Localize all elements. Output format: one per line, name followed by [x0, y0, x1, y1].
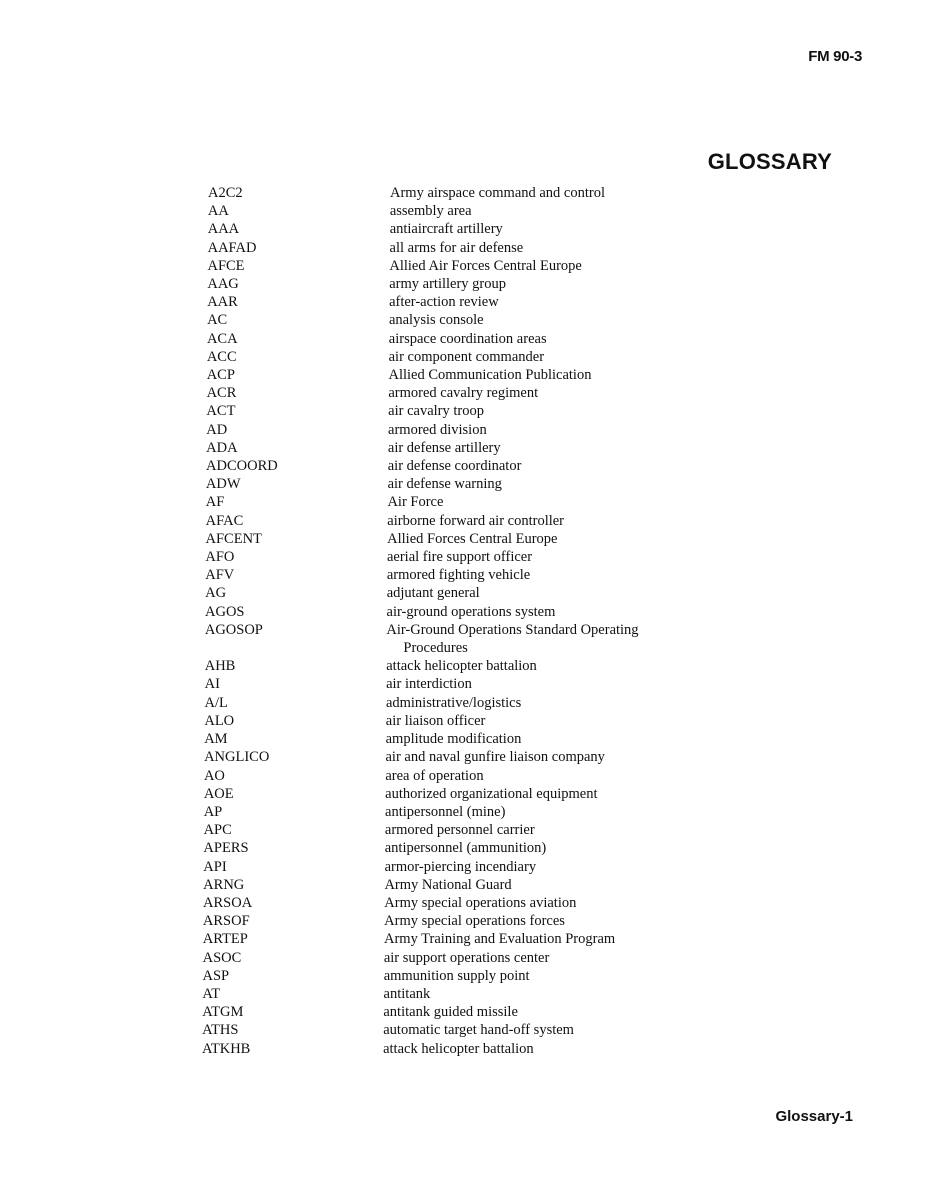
glossary-definition [385, 858, 685, 876]
glossary-definition [384, 876, 684, 894]
glossary-definition [383, 1040, 683, 1058]
glossary-entry [0, 220, 930, 238]
glossary-definition-text: Air-Ground Operations Standard Operating [386, 621, 639, 638]
glossary-term: ACT [206, 403, 236, 420]
glossary-term: ADW [205, 476, 241, 493]
glossary-definition [390, 202, 690, 220]
glossary-definition-text: air and naval gunfire liaison company [385, 749, 605, 766]
glossary-definition-text: Allied Air Forces Central Europe [389, 257, 582, 274]
glossary-term: ACP [206, 367, 235, 384]
glossary-definition [388, 402, 688, 420]
glossary-definition [389, 257, 689, 275]
glossary-entry [0, 239, 930, 257]
glossary-definition [389, 275, 689, 293]
glossary-term: AD [206, 421, 228, 438]
glossary-term: ARSOF [202, 913, 250, 930]
glossary-entry [0, 348, 930, 366]
glossary-definition-text: authorized organizational equipment [385, 785, 598, 802]
glossary-entry [0, 184, 930, 202]
glossary-entry [0, 493, 930, 511]
glossary-term: ALO [204, 712, 235, 729]
glossary-definition [384, 894, 684, 912]
glossary-term: AAR [207, 294, 238, 311]
glossary-term: A2C2 [208, 185, 243, 201]
glossary-definition [387, 512, 687, 530]
glossary-term: AFCE [207, 257, 245, 274]
glossary-definition [387, 548, 687, 566]
glossary-definition-text: ammunition supply point [383, 967, 530, 984]
glossary-term: AAFAD [207, 239, 257, 256]
glossary-definition-continuation: Procedures [403, 640, 468, 657]
glossary-definition [386, 621, 686, 657]
glossary-entry [0, 293, 930, 311]
glossary-definition [386, 657, 686, 675]
glossary-definition-text: armored personnel carrier [384, 822, 535, 839]
glossary-definition-text: air component commander [388, 348, 545, 365]
header-document-code: FM 90-3 [808, 48, 862, 65]
glossary-entry [0, 785, 930, 803]
glossary-term: AT [202, 985, 221, 1002]
glossary-entry [0, 912, 930, 930]
glossary-entry [0, 876, 930, 894]
glossary-entry [0, 311, 930, 329]
glossary-term: AHB [204, 658, 236, 675]
glossary-entry [0, 930, 930, 948]
glossary-term: APC [203, 822, 232, 839]
glossary-entry [0, 584, 930, 602]
glossary-entry [0, 821, 930, 839]
glossary-term: ANGLICO [204, 749, 270, 766]
glossary-definition [390, 239, 690, 257]
glossary-entry [0, 839, 930, 857]
glossary-term: ADA [206, 439, 238, 456]
glossary-definition [388, 421, 688, 439]
glossary-entry [0, 803, 930, 821]
glossary-definition-text: air defense artillery [387, 439, 501, 456]
glossary-definition-text: Allied Forces Central Europe [387, 530, 558, 547]
glossary-term: AA [207, 203, 229, 220]
glossary-term: ASP [202, 967, 230, 984]
glossary-entry [0, 384, 930, 402]
glossary-definition-text: antiaircraft artillery [389, 221, 503, 238]
glossary-definition-text: army artillery group [389, 276, 506, 293]
glossary-entry [0, 202, 930, 220]
glossary-term: ARNG [203, 876, 245, 893]
glossary-entry [0, 257, 930, 275]
glossary-list [0, 184, 930, 1058]
glossary-definition-text: Army Training and Evaluation Program [383, 931, 616, 948]
glossary-term: ACR [206, 385, 237, 402]
glossary-definition [390, 184, 690, 202]
glossary-entry [0, 767, 930, 785]
glossary-definition [388, 384, 688, 402]
glossary-definition [389, 330, 689, 348]
glossary-entry [0, 985, 930, 1003]
glossary-entry [0, 402, 930, 420]
glossary-definition-text: Allied Communication Publication [388, 367, 592, 384]
glossary-term: ACA [206, 330, 238, 347]
glossary-definition-text: antipersonnel (mine) [385, 803, 506, 820]
glossary-definition [384, 985, 684, 1003]
glossary-entry [0, 475, 930, 493]
glossary-entry [0, 657, 930, 675]
glossary-definition [385, 821, 685, 839]
glossary-definition-text: aerial fire support officer [386, 549, 533, 566]
glossary-entry [0, 1003, 930, 1021]
glossary-entry [0, 275, 930, 293]
glossary-entry [0, 1040, 930, 1058]
glossary-definition-text: Army airspace command and control [390, 185, 606, 201]
glossary-definition [384, 912, 684, 930]
glossary-entry [0, 603, 930, 621]
glossary-definition [388, 439, 688, 457]
glossary-entry [0, 512, 930, 530]
glossary-definition-text: airborne forward air controller [387, 512, 565, 529]
glossary-entry [0, 675, 930, 693]
glossary-definition-text: airspace coordination areas [388, 330, 547, 347]
glossary-term: AAG [207, 276, 239, 293]
glossary-definition [387, 603, 687, 621]
glossary-term: AFO [205, 549, 235, 566]
glossary-definition [385, 785, 685, 803]
glossary-entry [0, 949, 930, 967]
glossary-definition-text: attack helicopter battalion [383, 1040, 534, 1057]
glossary-definition [384, 949, 684, 967]
glossary-definition [388, 457, 688, 475]
glossary-term: A/L [204, 694, 228, 711]
glossary-definition [389, 293, 689, 311]
glossary-definition [386, 675, 686, 693]
glossary-term: AFCENT [205, 530, 262, 547]
glossary-definition-text: all arms for air defense [389, 239, 524, 256]
glossary-term: ASOC [202, 949, 242, 966]
glossary-term: ARSOA [203, 894, 253, 911]
glossary-definition [387, 493, 687, 511]
glossary-term: ATGM [202, 1004, 244, 1021]
glossary-definition [390, 220, 690, 238]
glossary-definition [384, 930, 684, 948]
glossary-definition [386, 694, 686, 712]
glossary-definition [389, 348, 689, 366]
glossary-definition-text: armored division [388, 421, 487, 438]
glossary-entry [0, 457, 930, 475]
glossary-definition [385, 839, 685, 857]
glossary-definition [387, 530, 687, 548]
glossary-definition-text: area of operation [385, 767, 484, 784]
glossary-term: AG [205, 585, 227, 602]
glossary-definition [385, 748, 685, 766]
glossary-definition [385, 803, 685, 821]
glossary-definition-text: after-action review [389, 294, 499, 311]
glossary-definition [386, 730, 686, 748]
glossary-definition-text: air defense warning [387, 476, 502, 493]
glossary-term: AAA [207, 221, 240, 238]
glossary-term: ADCOORD [206, 458, 278, 475]
glossary-entry [0, 330, 930, 348]
glossary-definition [387, 584, 687, 602]
glossary-definition [388, 475, 688, 493]
glossary-entry [0, 548, 930, 566]
glossary-term: ACC [206, 348, 237, 365]
glossary-definition-text: air defense coordinator [387, 458, 522, 475]
glossary-definition-text: air liaison officer [385, 712, 486, 729]
glossary-term: ARTEP [202, 931, 248, 948]
glossary-definition-text: air support operations center [383, 949, 550, 966]
glossary-definition-text: Army special operations aviation [384, 894, 577, 911]
glossary-definition [387, 566, 687, 584]
glossary-definition-text: armored fighting vehicle [386, 567, 531, 584]
glossary-definition [388, 366, 688, 384]
glossary-term: ATKHB [202, 1040, 251, 1057]
page-title: GLOSSARY [707, 149, 832, 174]
glossary-entry [0, 694, 930, 712]
glossary-entry [0, 621, 930, 657]
glossary-definition [386, 712, 686, 730]
glossary-definition [383, 1003, 683, 1021]
glossary-term: AFAC [205, 512, 244, 529]
glossary-entry [0, 1021, 930, 1039]
glossary-definition-text: Army special operations forces [384, 913, 565, 930]
glossary-entry [0, 566, 930, 584]
glossary-definition-text: antitank [383, 985, 431, 1002]
glossary-term: AO [203, 767, 225, 784]
glossary-entry [0, 967, 930, 985]
glossary-definition [389, 311, 689, 329]
glossary-definition-text: automatic target hand-off system [383, 1022, 574, 1039]
glossary-term: AC [207, 312, 228, 329]
glossary-entry [0, 366, 930, 384]
glossary-definition-text: antipersonnel (ammunition) [384, 840, 547, 857]
glossary-term: AF [205, 494, 225, 511]
glossary-definition [385, 767, 685, 785]
glossary-term: AOE [203, 785, 234, 802]
glossary-definition-text: Army National Guard [384, 876, 512, 893]
glossary-term: AFV [205, 567, 235, 584]
glossary-entry [0, 530, 930, 548]
glossary-entry [0, 730, 930, 748]
glossary-definition [383, 1021, 683, 1039]
glossary-definition-text: assembly area [389, 203, 472, 220]
glossary-definition-text: attack helicopter battalion [386, 658, 537, 675]
glossary-definition-text: analysis console [388, 312, 484, 329]
glossary-term: ATHS [202, 1022, 239, 1039]
glossary-term: AGOSOP [204, 621, 263, 638]
glossary-definition-text: air interdiction [386, 676, 472, 693]
glossary-definition [384, 967, 684, 985]
glossary-definition-text: amplitude modification [385, 731, 522, 748]
glossary-term: AGOS [205, 603, 245, 620]
footer-page-label: Glossary-1 [775, 1108, 853, 1125]
glossary-entry [0, 748, 930, 766]
glossary-term: APERS [203, 840, 249, 857]
glossary-entry [0, 712, 930, 730]
glossary-definition-text: armored cavalry regiment [388, 385, 539, 402]
glossary-entry [0, 894, 930, 912]
glossary-entry [0, 421, 930, 439]
glossary-entry [0, 858, 930, 876]
glossary-definition-text: antitank guided missile [383, 1004, 518, 1021]
glossary-definition-text: adjutant general [386, 585, 480, 602]
glossary-entry [0, 439, 930, 457]
glossary-term: AI [204, 676, 220, 693]
glossary-definition-text: Air Force [387, 494, 444, 511]
glossary-definition-text: air-ground operations system [386, 603, 556, 620]
glossary-definition-text: armor-piercing incendiary [384, 858, 537, 875]
glossary-term: AP [203, 803, 223, 820]
glossary-definition-text: administrative/logistics [385, 694, 522, 711]
glossary-definition-text: air cavalry troop [388, 403, 484, 420]
glossary-term: AM [204, 731, 228, 748]
glossary-term: API [203, 858, 227, 875]
